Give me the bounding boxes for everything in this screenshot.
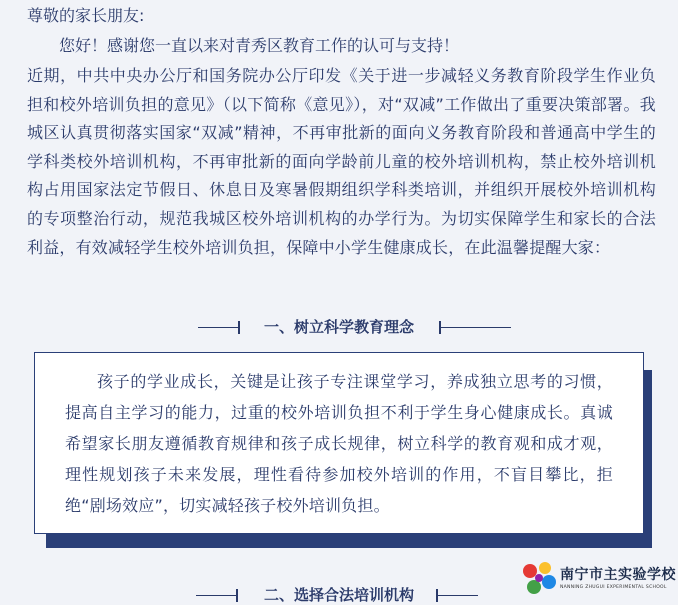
- section-heading-1: [0, 315, 678, 339]
- school-logo: [520, 560, 678, 600]
- section-title-1: 一、树立科学教育理念: [263, 318, 414, 336]
- section-1-box: [34, 352, 644, 534]
- school-name-en: NANNING ZHUGUI EXPERIMENTAL SCHOOL: [560, 585, 667, 590]
- section-1-body: 孩子的学业成长，关键是让孩子专注课堂学习，养成独立思考的习惯，提高自主学习的能力，过重的校外培训负担不利于学生身心健康成长。真诚希望家长朋友遵循教育规律和孩子成长规律，树立科学的教育观和成才观，理性规划孩子未来发展，理性看待参加校外培训的作用，不盲目攀比，拒绝“剧场效应”，切实减轻孩子校外培训负担。: [65, 372, 613, 515]
- school-name: 南宁市主实验学校: [560, 567, 676, 583]
- thanks-line: 您好！感谢您一直以来对青秀区教育工作的认可与支持！: [59, 36, 460, 55]
- pinwheel-logo-icon: [520, 560, 558, 598]
- section-title-2: 二、选择合法培训机构: [263, 586, 414, 604]
- intro-paragraph: 近期，中共中央办公厅和国务院办公厅印发《关于进一步减轻义务教育阶段学生作业负担和校外培训负担的意见》（以下简称《意见》），对“双减”工作做出了重要决策部署。我城区认真贯彻落实国家“双减”精神，不再审批新的面向义务教育阶段和普通高中学生的学科类校外培训机构，不再审批新的面向学龄前儿童的校外培训机构，禁止校外培训机构占用国家法定节假日、休息日及寒暑假期组织学科类培训，并组织开展校外培训机构的专项整治行动，规范我城区校外培训机构的办学行为。为切实保障学生和家长的合法利益，有效减轻学生校外培训负担，保障中小学生健康成长，在此温馨提醒大家：: [27, 66, 656, 257]
- greeting: 尊敬的家长朋友:: [27, 6, 145, 25]
